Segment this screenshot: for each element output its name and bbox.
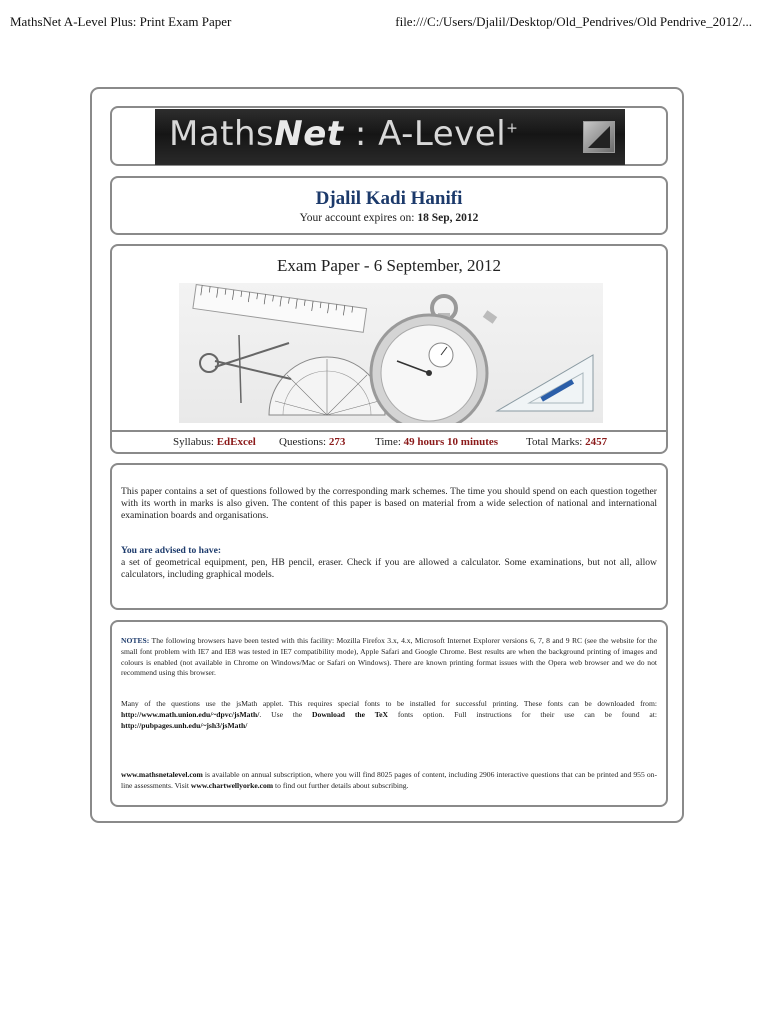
marks-label: Total Marks:: [526, 436, 583, 448]
intro-panel: [110, 463, 668, 610]
advise-heading: You are advised to have:: [121, 545, 222, 556]
exam-panel: [110, 244, 668, 454]
exam-title: Exam Paper - 6 September, 2012: [276, 256, 502, 275]
marks-stat: [526, 436, 607, 448]
subscription-notes: [121, 770, 657, 792]
questions-value: 273: [328, 436, 346, 448]
intro-paragraph: This paper contains a set of questions followed by the corresponding mark schemes. The time you should spend on each question together with its worth in marks is also given. The content of this paper is based on material from a wide selection of national and international examination boards and organisations.: [121, 486, 657, 522]
time-value: 49 hours 10 minutes: [403, 436, 499, 448]
logo-net: Net: [274, 114, 344, 154]
page-url: file:///C:/Users/Djalil/Desktop/Old_Pendrives/Old Pendrive_2012/...: [395, 14, 752, 29]
notes-label: NOTES:: [121, 636, 150, 645]
jsmath-text-3: fonts option. Full instructions for their use can be found at:: [387, 709, 657, 719]
jsmath-text-1: Many of the questions use the jsMath applet. This requires special fonts to be installed for successful printing. These fonts can be downloaded from:: [121, 699, 657, 708]
geometry-equipment-image: [179, 283, 603, 423]
user-name: Djalil Kadi Hanifi: [315, 188, 463, 209]
logo-alevel: : A-Level: [343, 114, 507, 154]
ruler-icon: [193, 285, 367, 333]
logo-triangle-icon: [583, 121, 615, 153]
user-panel: [110, 176, 668, 235]
stopwatch-icon: [371, 296, 497, 423]
chartwellyorke-link[interactable]: www.chartwellyorke.com: [190, 780, 274, 790]
notes-panel: [110, 620, 668, 807]
browser-notes: [121, 636, 657, 679]
jsmath-text-2: . Use the: [259, 709, 313, 719]
mathsnet-link[interactable]: www.mathsnetalevel.com: [121, 770, 203, 779]
subscription-text-1: is available on annual subscription, where you will find 8025 pages of content, including 2906 interactive questions that can be printed and 955 on-line assessments. Visit: [121, 770, 657, 790]
logo-maths: Maths: [169, 114, 275, 154]
marks-value: 2457: [585, 436, 608, 448]
time-label: Time:: [375, 436, 401, 448]
jsmath-instructions-link[interactable]: http://pubpages.unh.edu/~jsh3/jsMath/: [121, 720, 248, 730]
protractor-icon: [269, 357, 385, 415]
exam-stats-bar: [112, 430, 666, 454]
logo-plus: +: [506, 120, 519, 137]
banner-panel: [110, 106, 668, 166]
download-tex-option: Download the TeX: [312, 709, 388, 719]
questions-stat: [279, 436, 345, 448]
equipment-illustration: [179, 283, 603, 423]
subscription-text-2: to find out further details about subscribing.: [273, 780, 409, 790]
mathsnet-logo-banner: [155, 109, 625, 165]
syllabus-stat: [173, 436, 256, 448]
jsmath-fonts-link[interactable]: http://www.math.union.edu/~dpvc/jsMath/: [121, 709, 260, 719]
syllabus-value: EdExcel: [216, 436, 256, 448]
advise-text: a set of geometrical equipment, pen, HB pencil, eraser. Check if you are allowed a calculator. Some examinations, but not all, allow calculators, including graphical models.: [121, 557, 657, 581]
account-expiry: [112, 212, 666, 224]
expiry-date: 18 Sep, 2012: [417, 212, 479, 224]
logo-text: [169, 114, 518, 154]
page-title: MathsNet A-Level Plus: Print Exam Paper: [10, 14, 232, 29]
set-square-icon: [497, 355, 593, 411]
questions-label: Questions:: [279, 436, 327, 448]
time-stat: [375, 436, 498, 448]
exam-paper-card: [90, 87, 684, 823]
syllabus-label: Syllabus:: [173, 436, 214, 448]
expiry-label: Your account expires on:: [299, 212, 415, 224]
print-header: [10, 14, 752, 34]
jsmath-notes: [121, 699, 657, 731]
notes-text: The following browsers have been tested with this facility: Mozilla Firefox 3.x, 4.x, Microsoft Internet Explorer versions 6, 7, 8 and 9 RC (see the website for the small font problem with IE7 and IE8 was tested in IE7 compatibility mode), Apple Safari and Google Chrome. Best results are when the background printing of images and colours is enabled (not available in Chrome on Windows/Mac or Safari on Windows). There are known printing format issues with the Opera web browser and we do not recommend using this browser.: [121, 636, 657, 678]
